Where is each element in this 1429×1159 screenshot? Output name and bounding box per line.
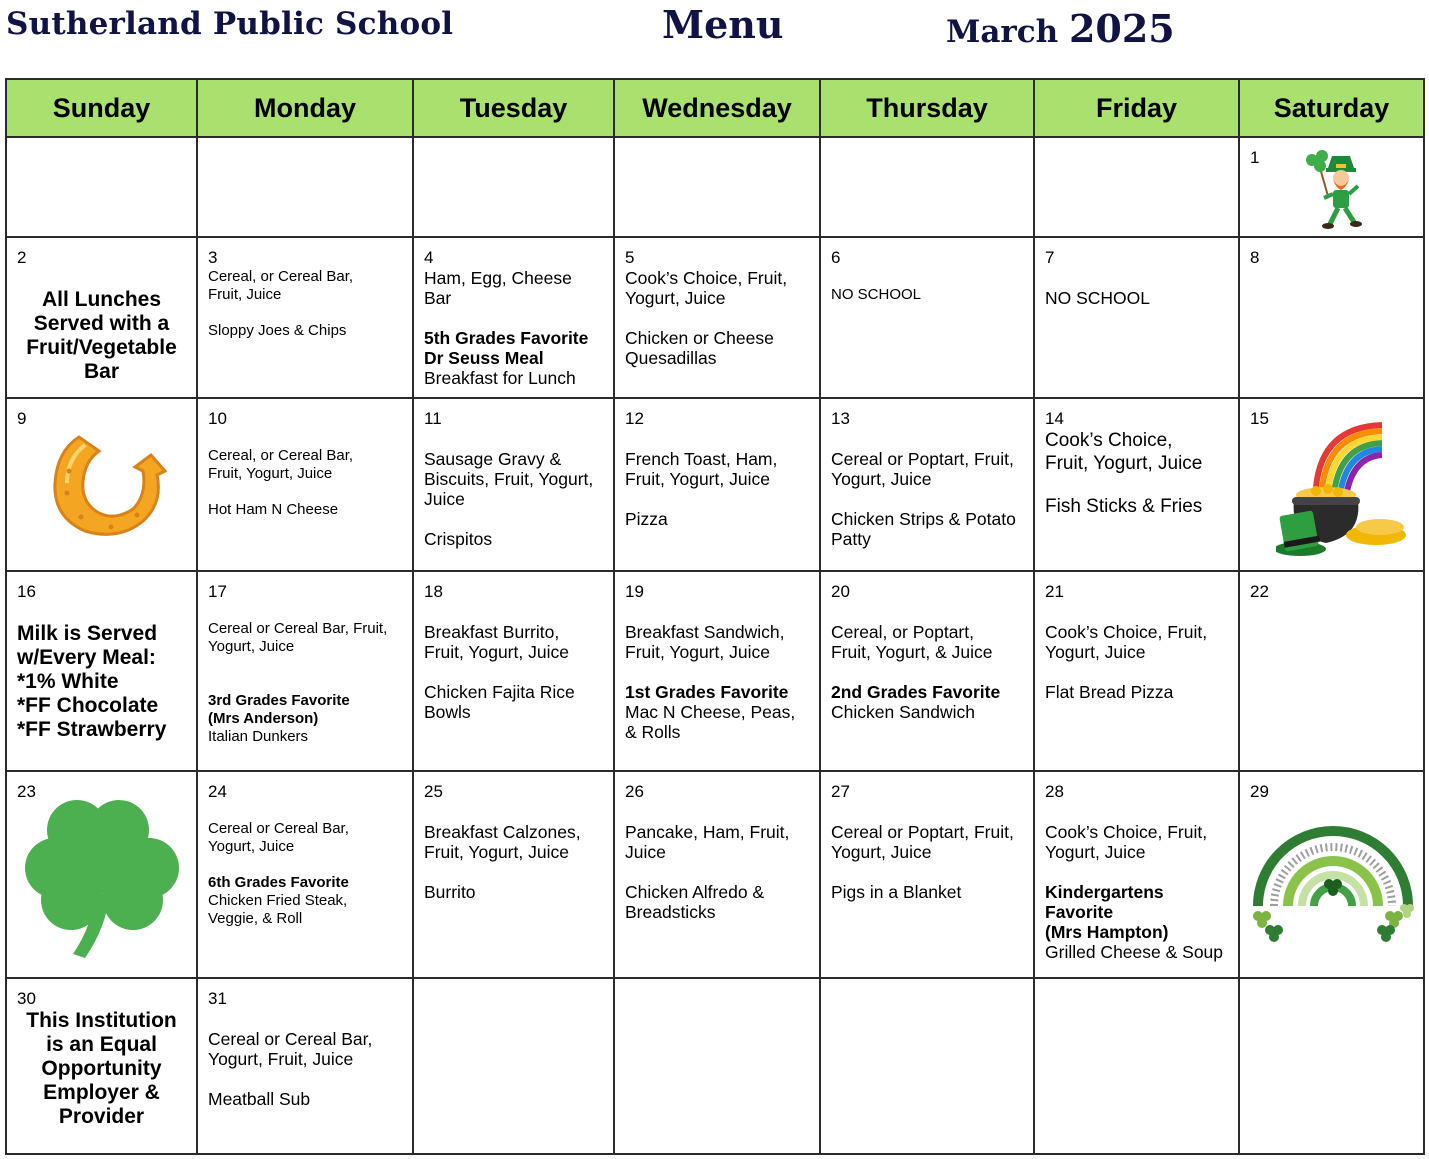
day-cell-26	[614, 771, 820, 978]
empty-day-cell	[614, 978, 820, 1154]
day-cell-13	[820, 398, 1034, 571]
month-title	[946, 6, 1175, 51]
day-cell-25	[413, 771, 614, 978]
weekday-monday: Monday	[197, 79, 413, 137]
week-row	[6, 571, 1424, 771]
menu-text: Cereal or Cereal Bar, Fruit, Yogurt, Juice 3rd Grades Favorite (Mrs Anderson) Italian Dunkers	[208, 620, 388, 745]
week-row	[6, 137, 1424, 237]
pot-of-gold-rainbow-icon	[1276, 417, 1416, 565]
day-cell-16	[6, 571, 197, 771]
day-number: 12	[625, 409, 644, 428]
day-number: 15	[1250, 409, 1269, 428]
day-number: 5	[625, 248, 635, 267]
menu-text: Pancake, Ham, Fruit, Juice Chicken Alfredo & Breadsticks	[625, 822, 790, 922]
day-number: 8	[1250, 248, 1260, 267]
day-cell-18	[413, 571, 614, 771]
day-number: 18	[424, 582, 443, 601]
day-cell-29	[1239, 771, 1424, 978]
day-number: 1	[1250, 148, 1260, 167]
day-number: 29	[1250, 782, 1269, 801]
shamrock-icon	[15, 794, 189, 962]
day-cell-15	[1239, 398, 1424, 571]
day-number: 11	[424, 409, 442, 428]
day-cell-4	[413, 237, 614, 398]
day-number: 23	[17, 782, 36, 801]
menu-text: Cook’s Choice, Fruit, Yogurt, Juice Fish Sticks & Fries	[1045, 430, 1203, 517]
day-cell-14	[1034, 398, 1239, 571]
day-number: 7	[1045, 248, 1055, 267]
day-number: 14	[1045, 409, 1064, 428]
day-cell-30	[6, 978, 197, 1154]
day-cell-3	[197, 237, 413, 398]
year: 2025	[1068, 6, 1175, 51]
day-cell-6	[820, 237, 1034, 398]
menu-text: French Toast, Ham, Fruit, Yogurt, Juice Pizza	[625, 449, 778, 529]
weekday-friday: Friday	[1034, 79, 1239, 137]
day-cell-11	[413, 398, 614, 571]
menu-text: Cereal, or Poptart, Fruit, Yogurt, & Juice 2nd Grades Favorite Chicken Sandwich	[831, 622, 1001, 722]
day-cell-19	[614, 571, 820, 771]
day-cell-21	[1034, 571, 1239, 771]
day-cell-22	[1239, 571, 1424, 771]
menu-text: Ham, Egg, Cheese Bar 5th Grades Favorite Dr Seuss Meal Breakfast for Lunch	[424, 268, 589, 388]
milk-notice: Milk is Served w/Every Meal: *1% White *FF Chocolate *FF Strawberry	[17, 622, 167, 741]
day-number: 21	[1045, 582, 1064, 601]
fruit-vegetable-notice: All Lunches Served with a Fruit/Vegetable Bar	[26, 288, 177, 383]
day-number: 6	[831, 248, 841, 267]
day-number: 28	[1045, 782, 1064, 801]
empty-day-cell	[1034, 978, 1239, 1154]
empty-day-cell	[820, 978, 1034, 1154]
day-cell-5	[614, 237, 820, 398]
menu-text: Cereal or Cereal Bar, Yogurt, Fruit, Juice Meatball Sub	[208, 1029, 373, 1109]
empty-day-cell	[614, 137, 820, 237]
menu-text: Cereal or Poptart, Fruit, Yogurt, Juice Chicken Strips & Potato Patty	[831, 449, 1016, 549]
day-cell-20	[820, 571, 1034, 771]
empty-day-cell	[413, 137, 614, 237]
day-cell-24	[197, 771, 413, 978]
menu-text: Cook’s Choice, Fruit, Yogurt, Juice Flat Bread Pizza	[1045, 622, 1208, 702]
menu-text: Cook’s Choice, Fruit, Yogurt, Juice Chicken or Cheese Quesadillas	[625, 268, 788, 368]
day-number: 27	[831, 782, 850, 801]
empty-day-cell	[1239, 978, 1424, 1154]
menu-text: Cook’s Choice, Fruit, Yogurt, Juice Kindergartens Favorite (Mrs Hampton) Grilled Cheese & Soup	[1045, 822, 1224, 962]
day-cell-2	[6, 237, 197, 398]
empty-day-cell	[413, 978, 614, 1154]
day-number: 2	[17, 248, 27, 267]
day-cell-31	[197, 978, 413, 1154]
day-number: 22	[1250, 582, 1269, 601]
menu-text: Breakfast Burrito, Fruit, Yogurt, Juice Chicken Fajita Rice Bowls	[424, 622, 575, 722]
day-number: 16	[17, 582, 36, 601]
empty-day-cell	[6, 137, 197, 237]
day-cell-23	[6, 771, 197, 978]
week-row	[6, 398, 1424, 571]
day-cell-8	[1239, 237, 1424, 398]
menu-text: Cereal or Poptart, Fruit, Yogurt, Juice Pigs in a Blanket	[831, 822, 1014, 902]
menu-text: Breakfast Calzones, Fruit, Yogurt, Juice Burrito	[424, 822, 581, 902]
page-header	[0, 0, 1429, 56]
day-cell-28	[1034, 771, 1239, 978]
day-number: 25	[424, 782, 443, 801]
menu-text: NO SCHOOL	[831, 286, 922, 303]
day-cell-17	[197, 571, 413, 771]
menu-text: Cereal, or Cereal Bar, Fruit, Juice Sloppy Joes & Chips	[208, 268, 354, 339]
day-number: 13	[831, 409, 850, 428]
horseshoe-icon	[45, 417, 169, 543]
weekday-saturday: Saturday	[1239, 79, 1424, 137]
menu-text: NO SCHOOL	[1045, 288, 1151, 308]
equal-opportunity-notice: This Institution is an Equal Opportunity Employer & Provider	[26, 1009, 177, 1128]
day-number: 10	[208, 409, 227, 428]
menu-text: Sausage Gravy & Biscuits, Fruit, Yogurt, Juice Crispitos	[424, 449, 594, 549]
day-cell-9	[6, 398, 197, 571]
day-number: 19	[625, 582, 644, 601]
leprechaun-icon	[1298, 146, 1368, 232]
weekday-sunday: Sunday	[6, 79, 197, 137]
day-number: 24	[208, 782, 227, 801]
day-number: 26	[625, 782, 644, 801]
week-row	[6, 771, 1424, 978]
day-number: 3	[208, 248, 218, 267]
weekday-thursday: Thursday	[820, 79, 1034, 137]
day-number: 4	[424, 248, 434, 267]
day-number: 30	[17, 989, 36, 1008]
menu-text: Cereal, or Cereal Bar, Fruit, Yogurt, Juice Hot Ham N Cheese	[208, 447, 354, 518]
month-name: March	[946, 14, 1059, 50]
day-cell-1	[1239, 137, 1424, 237]
day-number: 20	[831, 582, 850, 601]
menu-title: Menu	[662, 2, 784, 47]
menu-calendar	[5, 78, 1425, 1155]
menu-text: Cereal or Cereal Bar, Yogurt, Juice 6th Grades Favorite Chicken Fried Steak, Veggie, & Roll	[208, 820, 349, 927]
day-cell-10	[197, 398, 413, 571]
empty-day-cell	[1034, 137, 1239, 237]
weekday-tuesday: Tuesday	[413, 79, 614, 137]
day-cell-27	[820, 771, 1034, 978]
empty-day-cell	[820, 137, 1034, 237]
green-rainbow-shamrock-icon	[1248, 808, 1418, 946]
day-cell-12	[614, 398, 820, 571]
week-row	[6, 978, 1424, 1154]
day-number: 17	[208, 582, 227, 601]
day-cell-7	[1034, 237, 1239, 398]
day-number: 31	[208, 989, 227, 1008]
empty-day-cell	[197, 137, 413, 237]
weekday-wednesday: Wednesday	[614, 79, 820, 137]
menu-text: Breakfast Sandwich, Fruit, Yogurt, Juice 1st Grades Favorite Mac N Cheese, Peas, & Rolls	[625, 622, 796, 742]
weekday-header-row	[6, 79, 1424, 137]
school-name: Sutherland Public School	[6, 6, 454, 42]
day-number: 9	[17, 409, 27, 428]
week-row	[6, 237, 1424, 398]
